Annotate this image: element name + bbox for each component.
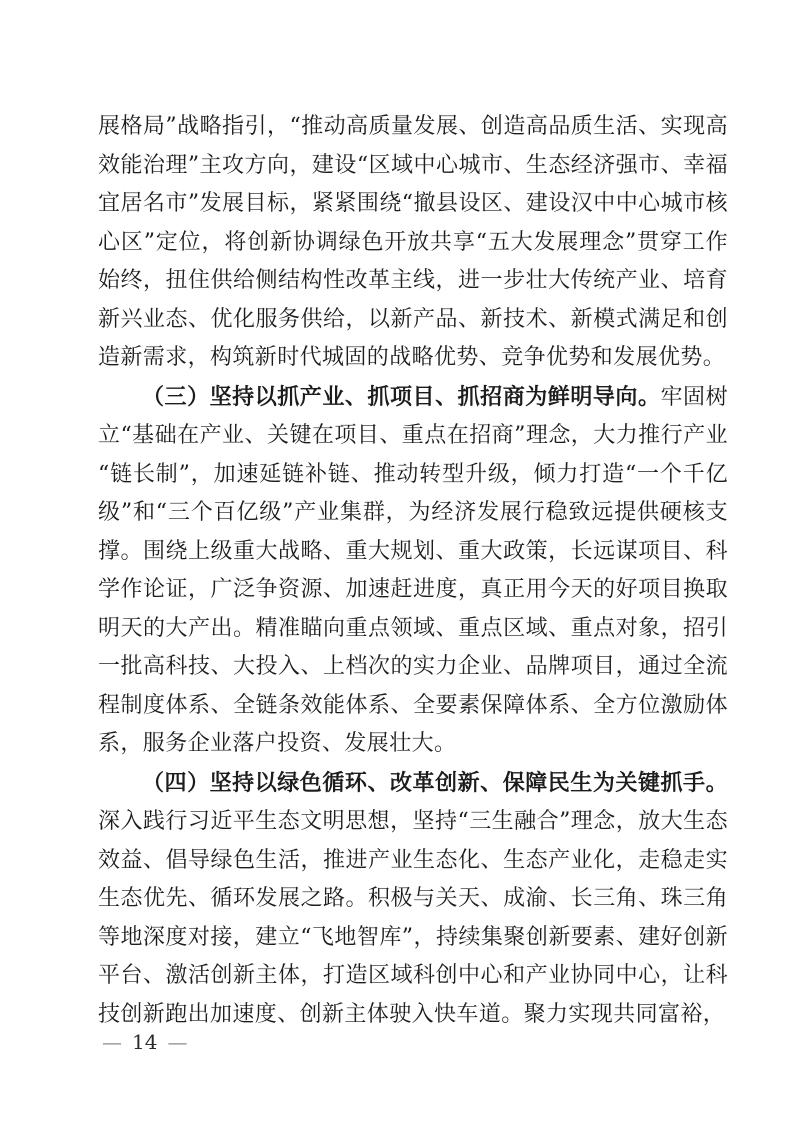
paragraph-section-4 bbox=[98, 764, 728, 1035]
page-number-value: 14 bbox=[132, 1030, 158, 1054]
paragraph-heading-section-3: （三）坚持以抓产业、抓项目、抓招商为鲜明导向。 bbox=[142, 383, 661, 410]
paragraph-continuation bbox=[98, 108, 728, 378]
paragraph-text: 展格局”战略指引，“推动高质量发展、创造高品质生活、实现高效能治理”主攻方向，建设“区域中心城市、生态经济强市、幸福宜居名市”发展目标，紧紧围绕“撤县设区、建设汉中中心城市核心区”定位，将创新协调绿色开放共享“五大发展理念”贯穿工作始终，扭住供给侧结构性改革主线，进一步壮大传统产业、培育新兴业态、优化服务供给，以新产品、新技术、新模式满足和创造新需求，构筑新时代城固的战略优势、竞争优势和发展优势。 bbox=[98, 114, 728, 370]
paragraph-text: 深入践行习近平生态文明思想，坚持“三生融合”理念，放大生态效益、倡导绿色生活，推进产业生态化、生态产业化，走稳走实生态优先、循环发展之路。积极与关天、成渝、长三角、珠三角等地深度对接，建立“飞地智库”，持续集聚创新要素、建好创新平台、激活创新主体，打造区域科创中心和产业协同中心，让科技创新跑出加速度、创新主体驶入快车道。聚力实现共同富裕， bbox=[98, 809, 728, 1027]
page-number-dash-left: — bbox=[102, 1030, 122, 1054]
paragraph-text: 牢固树立“基础在产业、关键在项目、重点在招商”理念，大力推行产业“链长制”，加速延链补链、推动转型升级，倾力打造“一个千亿级”和“三个百亿级”产业集群，为经济发展行稳致远提供硬核支撑。围绕上级重大战略、重大规划、重大政策，长远谋项目、科学作论证，广泛争资源、加速赶进度，真正用今天的好项目换取明天的大产出。精准瞄向重点领域、重点区域、重点对象，招引一批高科技、大投入、上档次的实力企业、品牌项目，通过全流程制度体系、全链条效能体系、全要素保障体系、全方位激励体系，服务企业落户投资、发展壮大。 bbox=[98, 384, 729, 756]
paragraph-heading-section-4: （四）坚持以绿色循环、改革创新、保障民生为关键抓手。 bbox=[142, 769, 728, 796]
page-number-dash-right: — bbox=[167, 1030, 188, 1054]
paragraph-section-3 bbox=[98, 378, 728, 764]
document-body bbox=[98, 108, 728, 1034]
page-number bbox=[100, 1030, 189, 1054]
